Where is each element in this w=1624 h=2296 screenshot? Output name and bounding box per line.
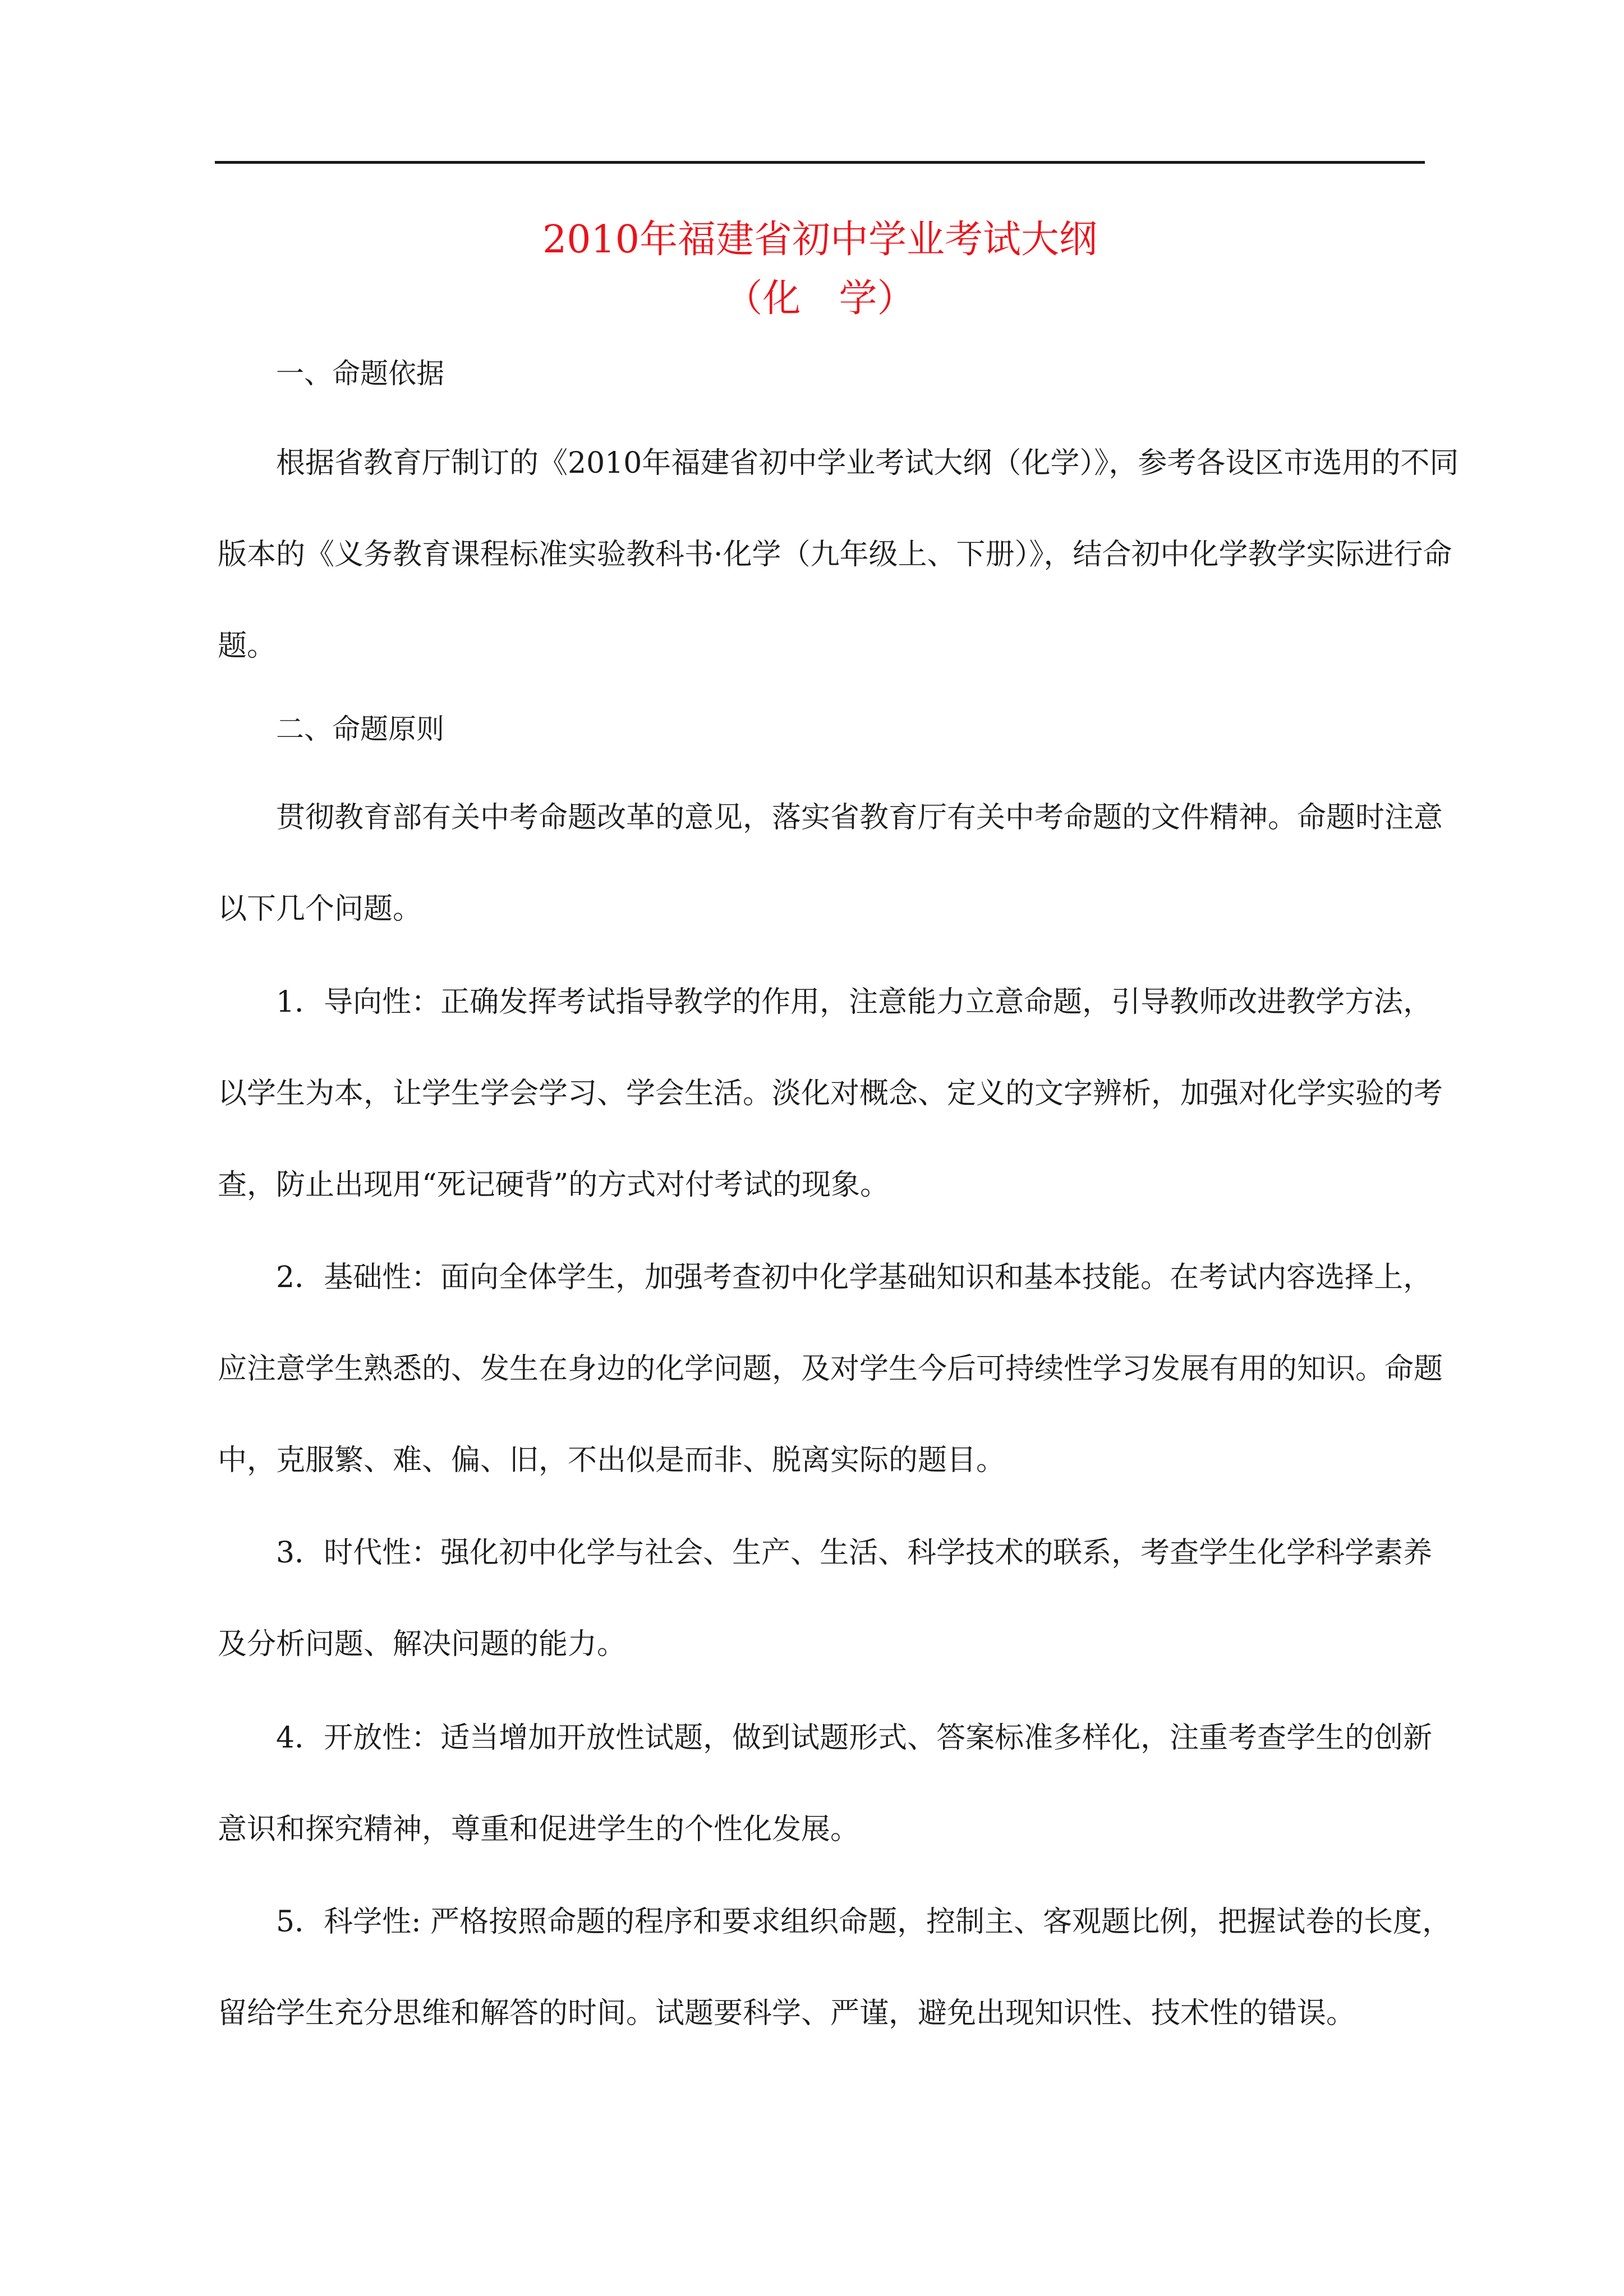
paragraph-line: 及分析问题、解决问题的能力。 xyxy=(218,1628,627,1661)
paragraph-line: 留给学生充分思维和解答的时间。试题要科学、严谨，避免出现知识性、技术性的错误。 xyxy=(218,1997,1356,2030)
paragraph-line: 根据省教育厅制订的《2010年福建省初中学业考试大纲（化学）》，参考各设区市选用的不同 xyxy=(276,446,1459,480)
paragraph-principle-guidance xyxy=(218,957,1443,1231)
paragraph-line: 以下几个问题。 xyxy=(218,892,422,926)
paragraph-line: 4．开放性：适当增加开放性试题，做到试题形式、答案标准多样化，注重考查学生的创新 xyxy=(276,1721,1433,1755)
document-title: 2010年福建省初中学业考试大纲 xyxy=(542,218,1098,262)
paragraph-basis xyxy=(218,418,1459,692)
paragraph-line: 3．时代性：强化初中化学与社会、生产、生活、科学技术的联系，考查学生化学科学素养 xyxy=(276,1536,1433,1570)
paragraph-principle-scientific xyxy=(218,1877,1452,2059)
paragraph-principles-intro xyxy=(218,772,1443,955)
paragraph-line: 1．导向性：正确发挥考试指导教学的作用，注意能力立意命题，引导教师改进教学方法， xyxy=(276,985,1433,1019)
paragraph-line: 意识和探究精神，尊重和促进学生的个性化发展。 xyxy=(218,1813,860,1846)
paragraph-line: 应注意学生熟悉的、发生在身边的化学问题，及对学生今后可持续性学习发展有用的知识。命题 xyxy=(218,1352,1443,1386)
paragraph-line: 2．基础性：面向全体学生，加强考查初中化学基础知识和基本技能。在考试内容选择上， xyxy=(276,1261,1433,1294)
paragraph-line: 中，克服繁、难、偏、旧，不出似是而非、脱离实际的题目。 xyxy=(218,1444,1006,1477)
section-heading-principles: 二、命题原则 xyxy=(276,713,444,745)
paragraph-line: 版本的《义务教育课程标准实验教科书·化学（九年级上、下册）》，结合初中化学教学实际进行命 xyxy=(218,538,1452,571)
paragraph-line: 题。 xyxy=(218,629,277,663)
document-subtitle: （化 学） xyxy=(724,276,915,321)
paragraph-line: 以学生为本，让学生学会学习、学会生活。淡化对概念、定义的文字辨析，加强对化学实验的考 xyxy=(218,1077,1443,1110)
paragraph-line: 5．科学性: 严格按照命题的程序和要求组织命题，控制主、客观题比例，把握试卷的长度， xyxy=(276,1905,1452,1939)
paragraph-principle-modernity xyxy=(218,1507,1433,1690)
paragraph-line: 查，防止出现用“死记硬背”的方式对付考试的现象。 xyxy=(218,1168,890,1202)
section-heading-basis: 一、命题依据 xyxy=(276,357,444,390)
header-rule xyxy=(215,161,1425,164)
paragraph-line: 贯彻教育部有关中考命题改革的意见，落实省教育厅有关中考命题的文件精神。命题时注意 xyxy=(276,801,1443,835)
paragraph-principle-foundation xyxy=(218,1232,1443,1506)
paragraph-principle-openness xyxy=(218,1693,1433,1875)
